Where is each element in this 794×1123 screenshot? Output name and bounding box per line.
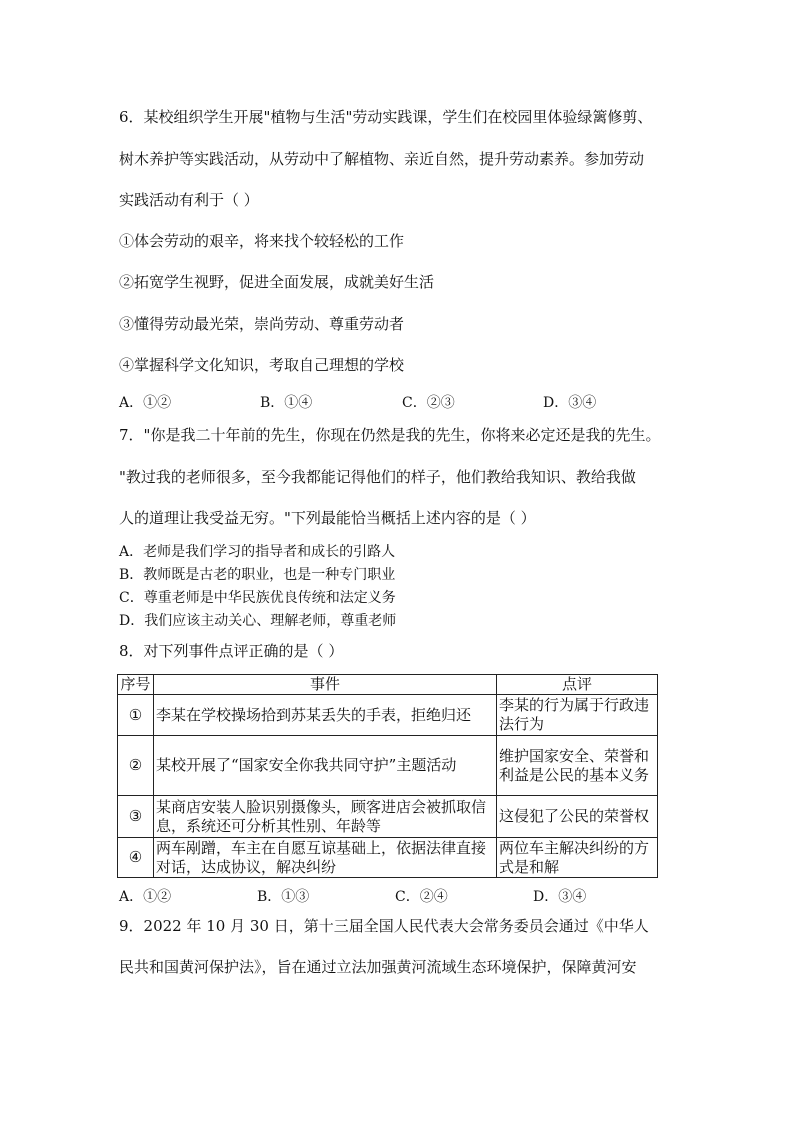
table-row [118, 838, 658, 878]
q7-stem-line-1: 7．"你是我二十年前的先生，你现在仍然是我的先生，你将来必定还是我的先生。 [119, 426, 661, 444]
q9-stem-line-2: 民共和国黄河保护法》，旨在通过立法加强黄河流域生态环境保护，保障黄河安 [119, 958, 637, 976]
q7-stem-line-2: "教过我的老师很多，至今我都能记得他们的样子，他们教给我知识、教给我做 [119, 468, 636, 486]
row-event: 某校开展了“国家安全你我共同守护”主题活动 [154, 736, 497, 796]
q7-option-a[interactable]: A．老师是我们学习的指导者和成长的引路人 [119, 544, 396, 560]
q6-statement-3: ③懂得劳动最光荣，崇尚劳动、尊重劳动者 [119, 315, 405, 333]
q6-statement-4: ④掌握科学文化知识，考取自己理想的学校 [119, 356, 405, 374]
row-index: ② [118, 736, 154, 796]
q7-option-c[interactable]: C．尊重老师是中华民族优良传统和法定义务 [119, 590, 396, 606]
row-index: ① [118, 695, 154, 736]
q8-stem: 8．对下列事件点评正确的是（ ） [119, 642, 344, 660]
q7-stem-line-3: 人的道理让我受益无穷。"下列最能恰当概括上述内容的是（ ） [119, 509, 536, 527]
row-comment: 李某的行为属于行政违法行为 [497, 695, 658, 736]
row-event: 某商店安装人脸识别摄像头，顾客进店会被抓取信息，系统还可分析其性别、年龄等 [154, 796, 497, 838]
q6-stem-line-2: 树木养护等实践活动，从劳动中了解植物、亲近自然，提升劳动素养。参加劳动 [119, 150, 645, 168]
q9-stem-line-1: 9．2022 年 10 月 30 日，第十三届全国人民代表大会常务委员会通过《中华人 [119, 917, 649, 935]
q8-option-d[interactable]: D．③④ [533, 889, 587, 905]
q8-event-table [117, 674, 658, 878]
q6-option-d[interactable]: D．③④ [543, 395, 597, 411]
row-event: 两车剐蹭，车主在自愿互谅基础上，依据法律直接对话，达成协议，解决纠纷 [154, 838, 497, 878]
q6-option-b[interactable]: B．①④ [260, 395, 313, 411]
header-index: 序号 [118, 675, 154, 695]
table-row [118, 796, 658, 838]
row-comment: 这侵犯了公民的荣誉权 [497, 796, 658, 838]
row-index: ④ [118, 838, 154, 878]
header-event: 事件 [154, 675, 497, 695]
q6-statement-2: ②拓宽学生视野，促进全面发展，成就美好生活 [119, 273, 435, 291]
row-comment: 维护国家安全、荣誉和利益是公民的基本义务 [497, 736, 658, 796]
row-comment: 两位车主解决纠纷的方式是和解 [497, 838, 658, 878]
q7-option-d[interactable]: D．我们应该主动关心、理解老师，尊重老师 [119, 613, 397, 629]
q8-option-b[interactable]: B．①③ [257, 889, 310, 905]
table-header-row [118, 675, 658, 695]
q8-option-c[interactable]: C．②④ [395, 889, 448, 905]
q6-stem-line-1: 6．某校组织学生开展"植物与生活"劳动实践课，学生们在校园里体验绿篱修剪、 [119, 108, 653, 126]
q6-option-c[interactable]: C．②③ [402, 395, 455, 411]
q6-option-a[interactable]: A．①② [119, 395, 172, 411]
row-index: ③ [118, 796, 154, 838]
table-row [118, 695, 658, 736]
q8-option-a[interactable]: A．①② [119, 889, 172, 905]
q6-statement-1: ①体会劳动的艰辛，将来找个较轻松的工作 [119, 232, 405, 250]
q7-option-b[interactable]: B．教师既是古老的职业，也是一种专门职业 [119, 567, 396, 583]
row-event: 李某在学校操场拾到苏某丢失的手表，拒绝归还 [154, 695, 497, 736]
header-comment: 点评 [497, 675, 658, 695]
table-row [118, 736, 658, 796]
q6-stem-line-3: 实践活动有利于（ ） [119, 191, 259, 209]
